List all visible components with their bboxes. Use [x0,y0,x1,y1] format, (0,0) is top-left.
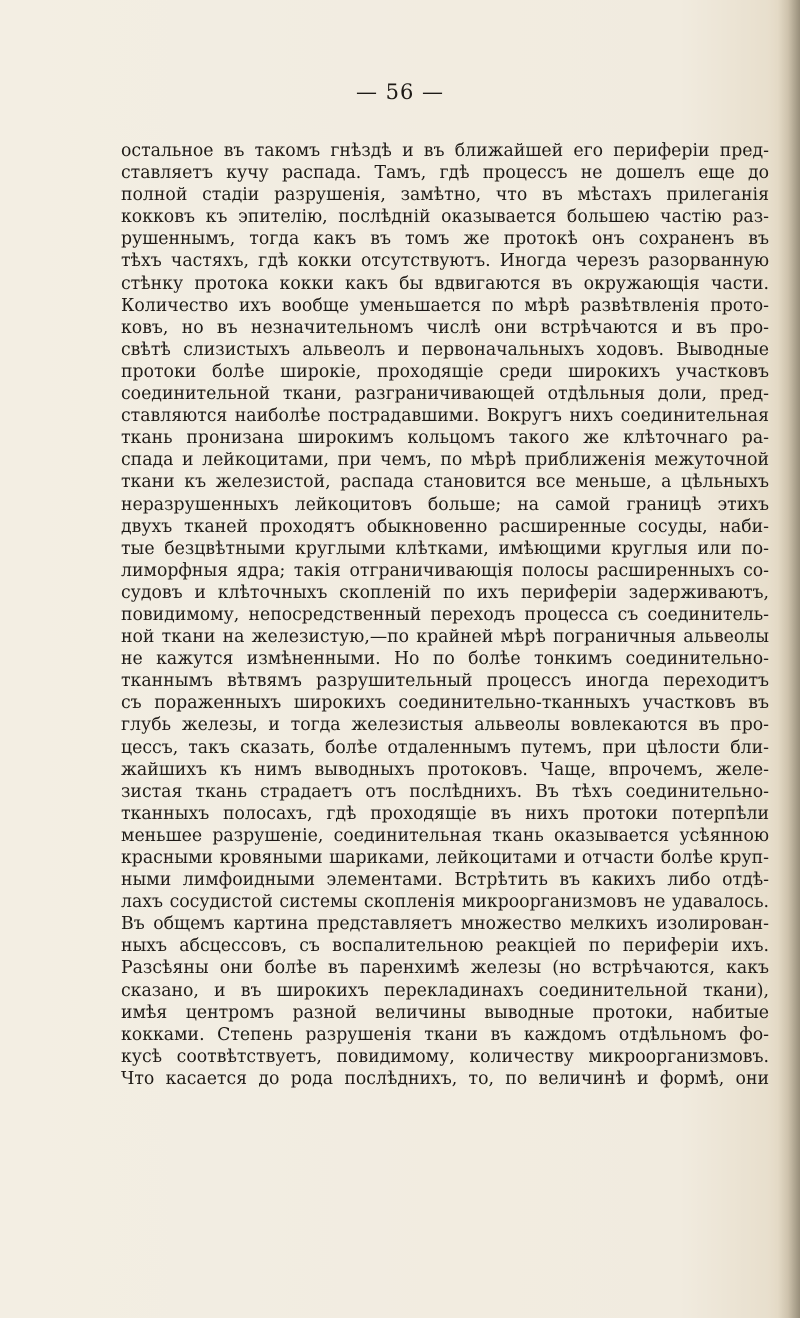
text-line: лиморфныя ядра; такія отграничивающія полосы расширенныхъ со- [121,560,769,581]
text-line: цессъ, такъ сказать, болѣе отдаленнымъ путемъ, при цѣлости бли- [121,737,769,758]
text-line: не кажутся измѣненными. Но по болѣе тонкимъ соединительно- [121,649,769,670]
text-line: ныхъ абсцессовъ, съ воспалительною реакціей по периферіи ихъ. [121,936,769,957]
text-line: имѣя центромъ разной величины выводные протоки, набитые [121,1002,769,1023]
text-line: судовъ и клѣточныхъ скопленій по ихъ периферіи задерживаютъ, [121,582,769,603]
text-line: полной стадіи разрушенія, замѣтно, что въ мѣстахъ прилеганія [121,185,769,206]
text-line: меньшее разрушеніе, соединительная ткань оказывается усѣянною [121,825,769,846]
text-line: сказано, и въ широкихъ перекладинахъ соединительной ткани), [121,980,769,1001]
page-number: — 56 — [355,80,445,104]
text-line: остальное въ такомъ гнѣздѣ и въ ближайшей его периферіи пред- [121,141,769,161]
body-text [121,140,769,1090]
text-line: тканныхъ полосахъ, гдѣ проходящіе въ нихъ протоки потерпѣли [121,803,769,824]
text-line: свѣтѣ слизистыхъ альвеолъ и первоначальныхъ ходовъ. Выводные [121,339,769,360]
page-edge-shadow [778,0,800,1318]
text-line: кокками. Степень разрушенія ткани въ каждомъ отдѣльномъ фо- [121,1024,769,1045]
text-line: ткань пронизана широкимъ кольцомъ такого же клѣточнаго ра- [121,428,769,449]
text-line: стѣнку протока кокки какъ бы вдвигаются въ окружающія части. [121,273,769,294]
text-line: кусѣ соотвѣтствуетъ, повидимому, количеству микроорганизмовъ. [121,1046,769,1067]
text-line: тѣхъ частяхъ, гдѣ кокки отсутствуютъ. Иногда черезъ разорванную [121,251,769,272]
text-line: рушеннымъ, тогда какъ въ томъ же протокѣ онъ сохраненъ въ [121,229,769,250]
text-line: Разсѣяны они болѣе въ паренхимѣ железы (но встрѣчаются, какъ [121,958,769,979]
text-line: съ пораженныхъ широкихъ соединительно-тканныхъ участковъ въ [121,693,769,714]
text-line: ткани къ железистой, распада становится все меньше, а цѣльныхъ [121,472,769,493]
text-line: двухъ тканей проходятъ обыкновенно расширенные сосуды, наби- [121,516,769,537]
text-line: ставляются наиболѣе пострадавшими. Вокругъ нихъ соединительная [121,406,769,427]
text-line: глубь железы, и тогда железистыя альвеолы вовлекаются въ про- [121,715,769,736]
text-line: соединительной ткани, разграничивающей отдѣльныя доли, пред- [121,384,769,405]
text-line: протоки болѣе широкіе, проходящіе среди широкихъ участковъ [121,361,769,382]
text-line: кокковъ къ эпителію, послѣдній оказывается большею частію раз- [121,207,769,228]
text-line: неразрушенныхъ лейкоцитовъ больше; на самой границѣ этихъ [121,494,769,515]
text-line: повидимому, непосредственный переходъ процесса съ соединитель- [121,604,769,625]
text-line: тые безцвѣтными круглыми клѣтками, имѣющими круглыя или по- [121,538,769,559]
text-line: Въ общемъ картина представляетъ множество мелкихъ изолирован- [121,914,769,935]
text-line: спада и лейкоцитами, при чемъ, по мѣрѣ приближенія межуточной [121,450,769,471]
text-line: Что касается до рода послѣднихъ, то, по величинѣ и формѣ, они [121,1068,769,1089]
text-line: ковъ, но въ незначительномъ числѣ они встрѣчаются и въ про- [121,317,769,338]
text-line: Количество ихъ вообще уменьшается по мѣрѣ развѣтвленія прото- [121,295,769,316]
text-line: жайшихъ къ нимъ выводныхъ протоковъ. Чаще, впрочемъ, желе- [121,759,769,780]
text-line: тканнымъ вѣтвямъ разрушительный процессъ иногда переходитъ [121,671,769,692]
text-line: ной ткани на железистую,—по крайней мѣрѣ пограничныя альвеолы [121,627,769,648]
text-line: лахъ сосудистой системы скопленія микроорганизмовъ не удавалось. [121,892,769,913]
text-line: ставляетъ кучу распада. Тамъ, гдѣ процессъ не дошелъ еще до [121,163,769,184]
text-line: ными лимфоидными элементами. Встрѣтить въ какихъ либо отдѣ- [121,870,769,891]
text-line: зистая ткань страдаетъ отъ послѣднихъ. Въ тѣхъ соединительно- [121,781,769,802]
text-line: красными кровяными шариками, лейкоцитами и отчасти болѣе круп- [121,848,769,868]
